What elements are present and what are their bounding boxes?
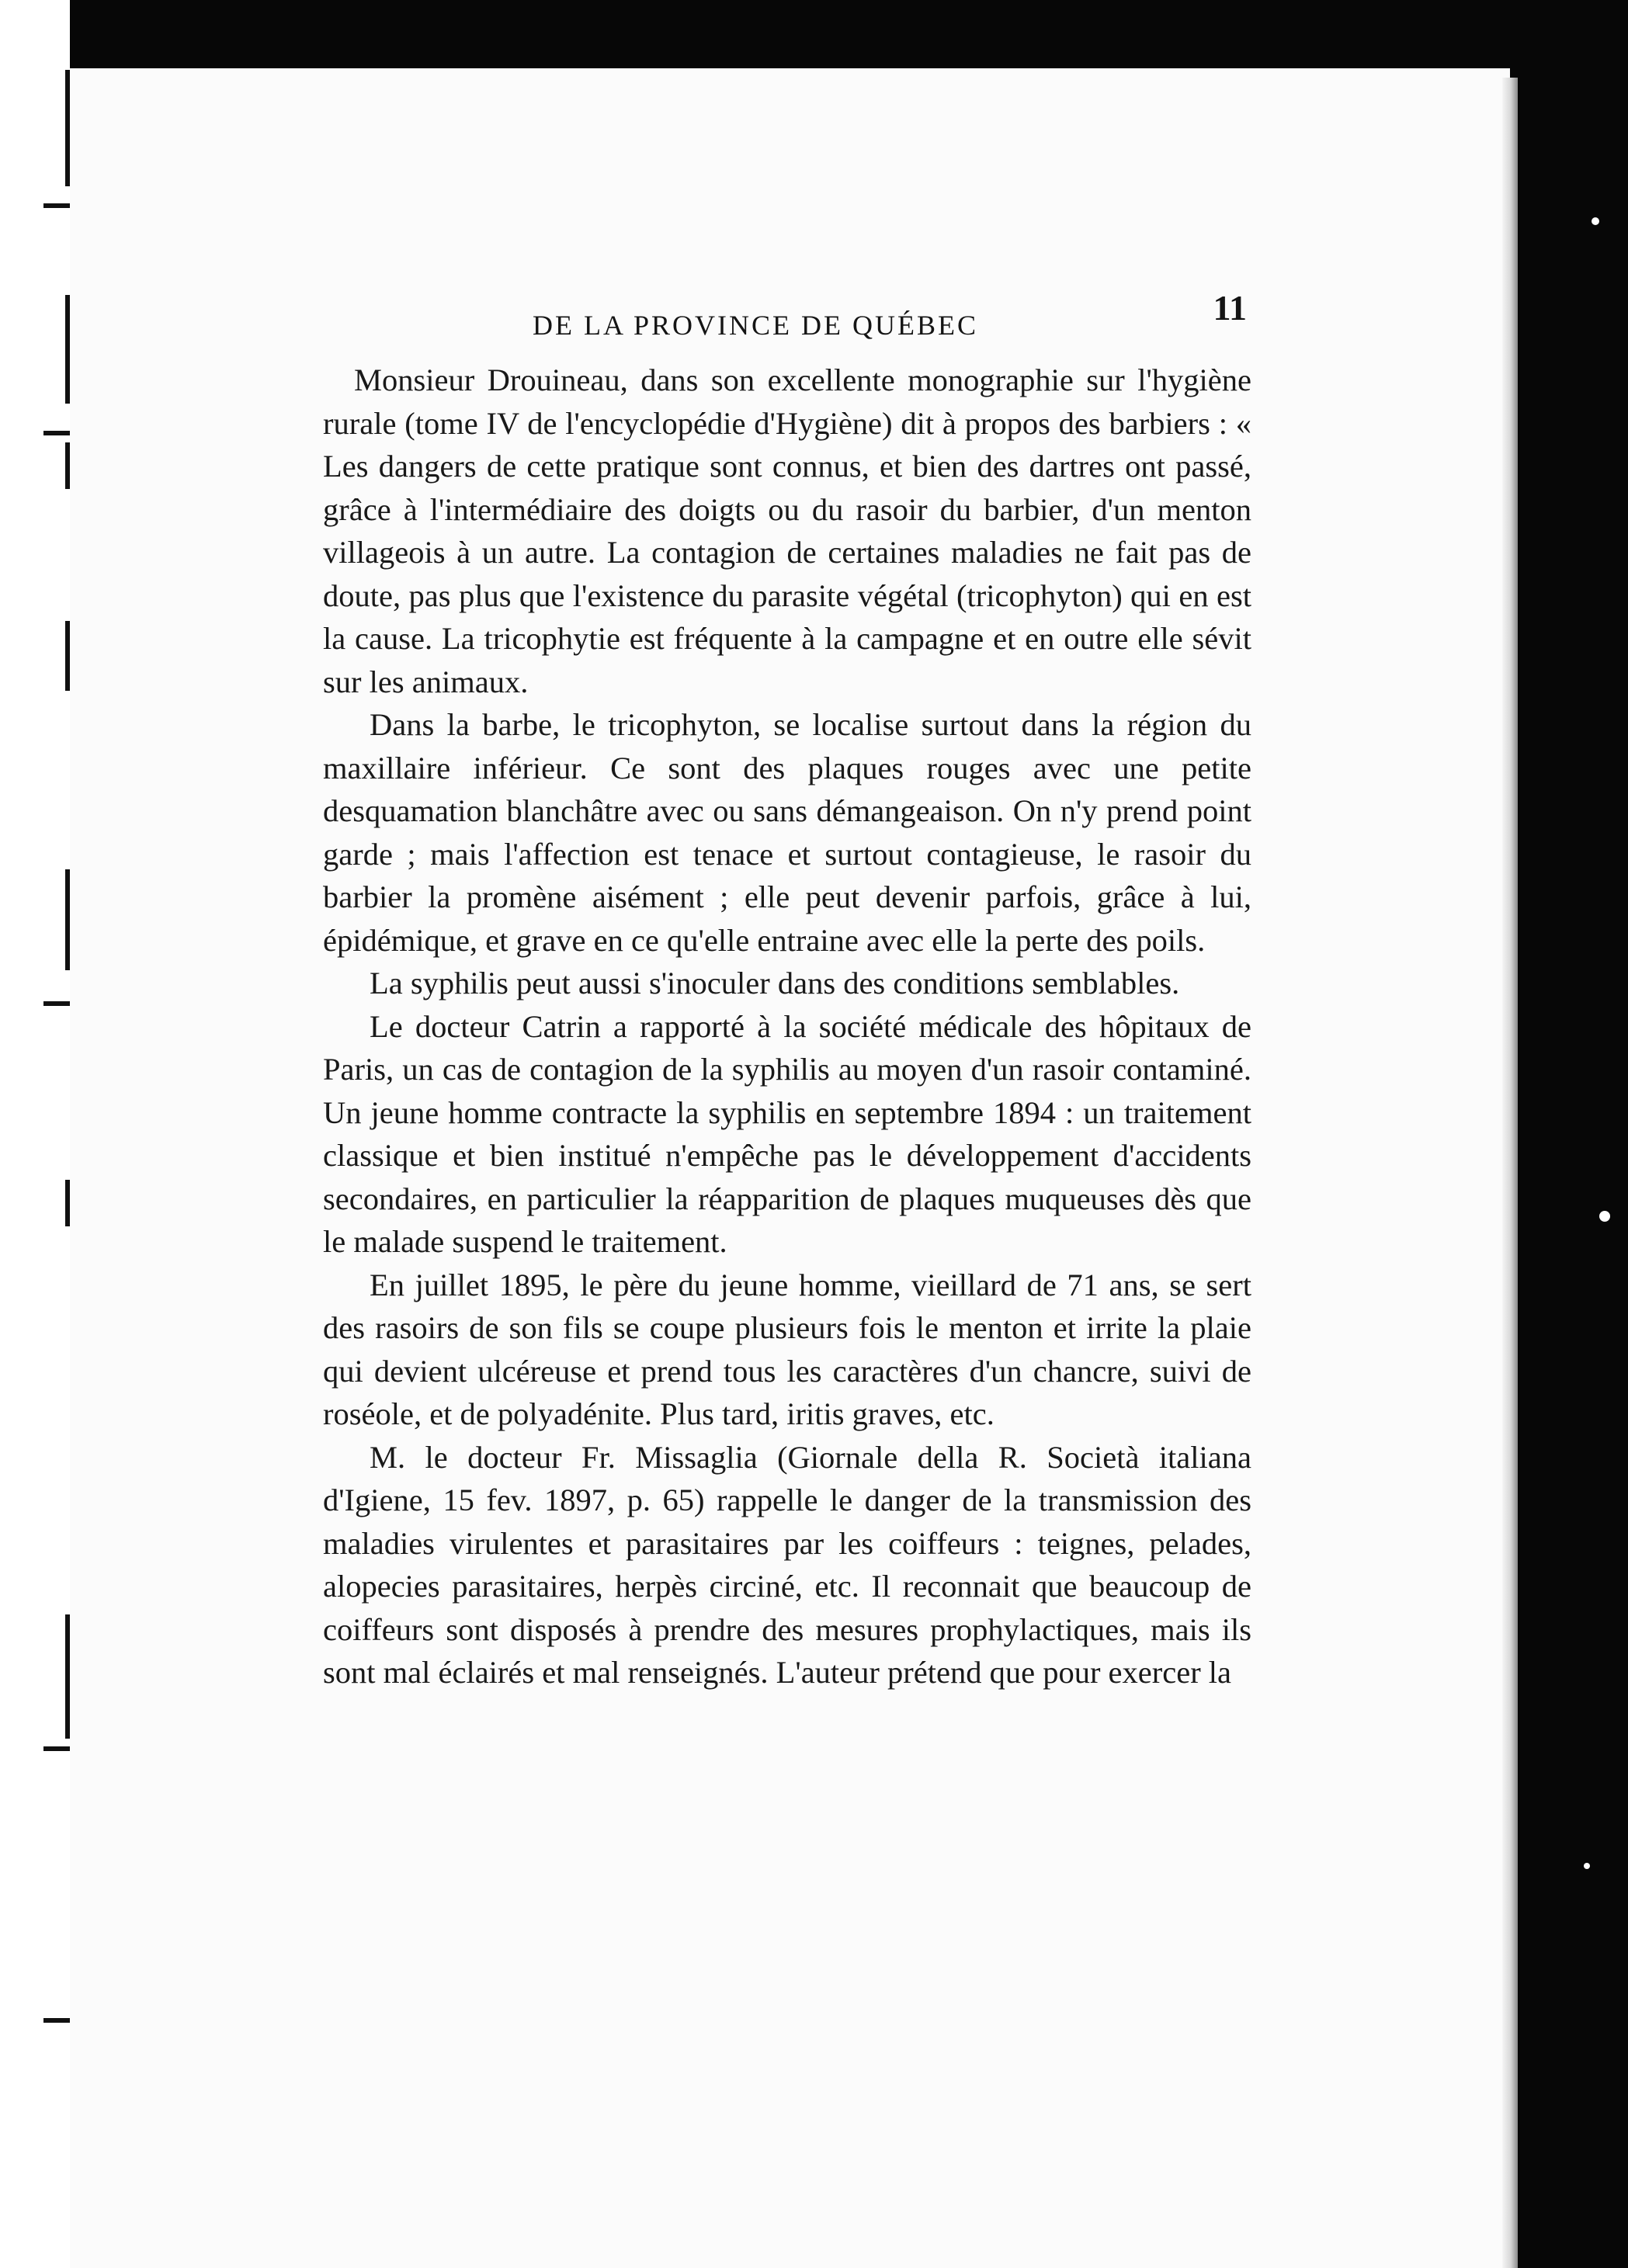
paragraph: La syphilis peut aussi s'inoculer dans des conditions semblables.	[370, 966, 1180, 1000]
binding-mark	[43, 203, 70, 208]
paragraph: En juillet 1895, le père du jeune homme, vieillard de 71 ans, se sert des rasoirs de son fils se coupe plusieurs fois le menton et irrite la plaie qui devient ulcéreuse et prend tous les caractères d'un chancre, suivi de roséole, et de polyadénite. Plus tard, iritis graves, etc.	[323, 1267, 1251, 1431]
page-edge-shadow	[1502, 78, 1518, 2268]
paragraph: Dans la barbe, le tricophyton, se localise surtout dans la région du maxillaire inférieur. Ce sont des plaques rouges avec une petite desquamation blanchâtre avec ou sans démangeaison. On n'y prend point garde ; mais l'affection est tenace et surtout contagieuse, le rasoir du barbier la promène aisément ; elle peut devenir parfois, grâce à lui, épidémique, et grave en ce qu'elle entraine avec elle la perte des poils.	[323, 707, 1251, 958]
scan-speck	[1599, 1211, 1610, 1222]
body-text	[323, 359, 1251, 1694]
scan-speck	[1592, 217, 1599, 225]
paragraph: M. le docteur Fr. Missaglia (Giornale della R. Società italiana d'Igiene, 15 fev. 1897, p. 65) rappelle le danger de la transmission des maladies virulentes et parasitaires par les coiffeurs : teignes, pelades, alopecies parasitaires, herpès circiné, etc. Il reconnait que beaucoup de coiffeurs sont disposés à prendre des mesures prophylactiques, mais ils sont mal éclairés et mal renseignés. L'auteur prétend que pour exercer la	[323, 1439, 1251, 1690]
paragraph: Monsieur Drouineau, dans son excellente monographie sur l'hygiène rurale (tome IV de l'encyclopédie d'Hygiène) dit à propos des barbiers : « Les dangers de cette pratique sont connus, et bien des dartres ont passé, grâce à l'intermédiaire des doigts ou du rasoir du barbier, d'un menton villageois à un autre. La contagion de certaines maladies ne fait pas de doute, pas plus que l'existence du parasite végétal (tricophyton) qui en est la cause. La tricophytie est fréquente à la campagne et en outre elle sévit sur les animaux.	[323, 362, 1251, 699]
page-number: 11	[1213, 288, 1247, 328]
page-header	[533, 287, 1247, 349]
binding-mark	[43, 2018, 70, 2023]
running-head: DE LA PROVINCE DE QUÉBEC	[533, 310, 978, 341]
scan-left-margin	[0, 0, 70, 2268]
paragraph: Le docteur Catrin a rapporté à la société médicale des hôpitaux de Paris, un cas de contagion de la syphilis au moyen d'un rasoir contaminé. Un jeune homme contracte la syphilis en septembre 1894 : un traitement classique et bien institué n'empêche pas le développement d'accidents secondaires, en particulier la réapparition de plaques muqueuses dès que le malade suspend le traitement.	[323, 1008, 1251, 1259]
scan-speck	[1584, 1863, 1590, 1869]
binding-mark	[43, 431, 70, 435]
binding-mark	[43, 1746, 70, 1751]
binding-mark	[43, 1001, 70, 1006]
